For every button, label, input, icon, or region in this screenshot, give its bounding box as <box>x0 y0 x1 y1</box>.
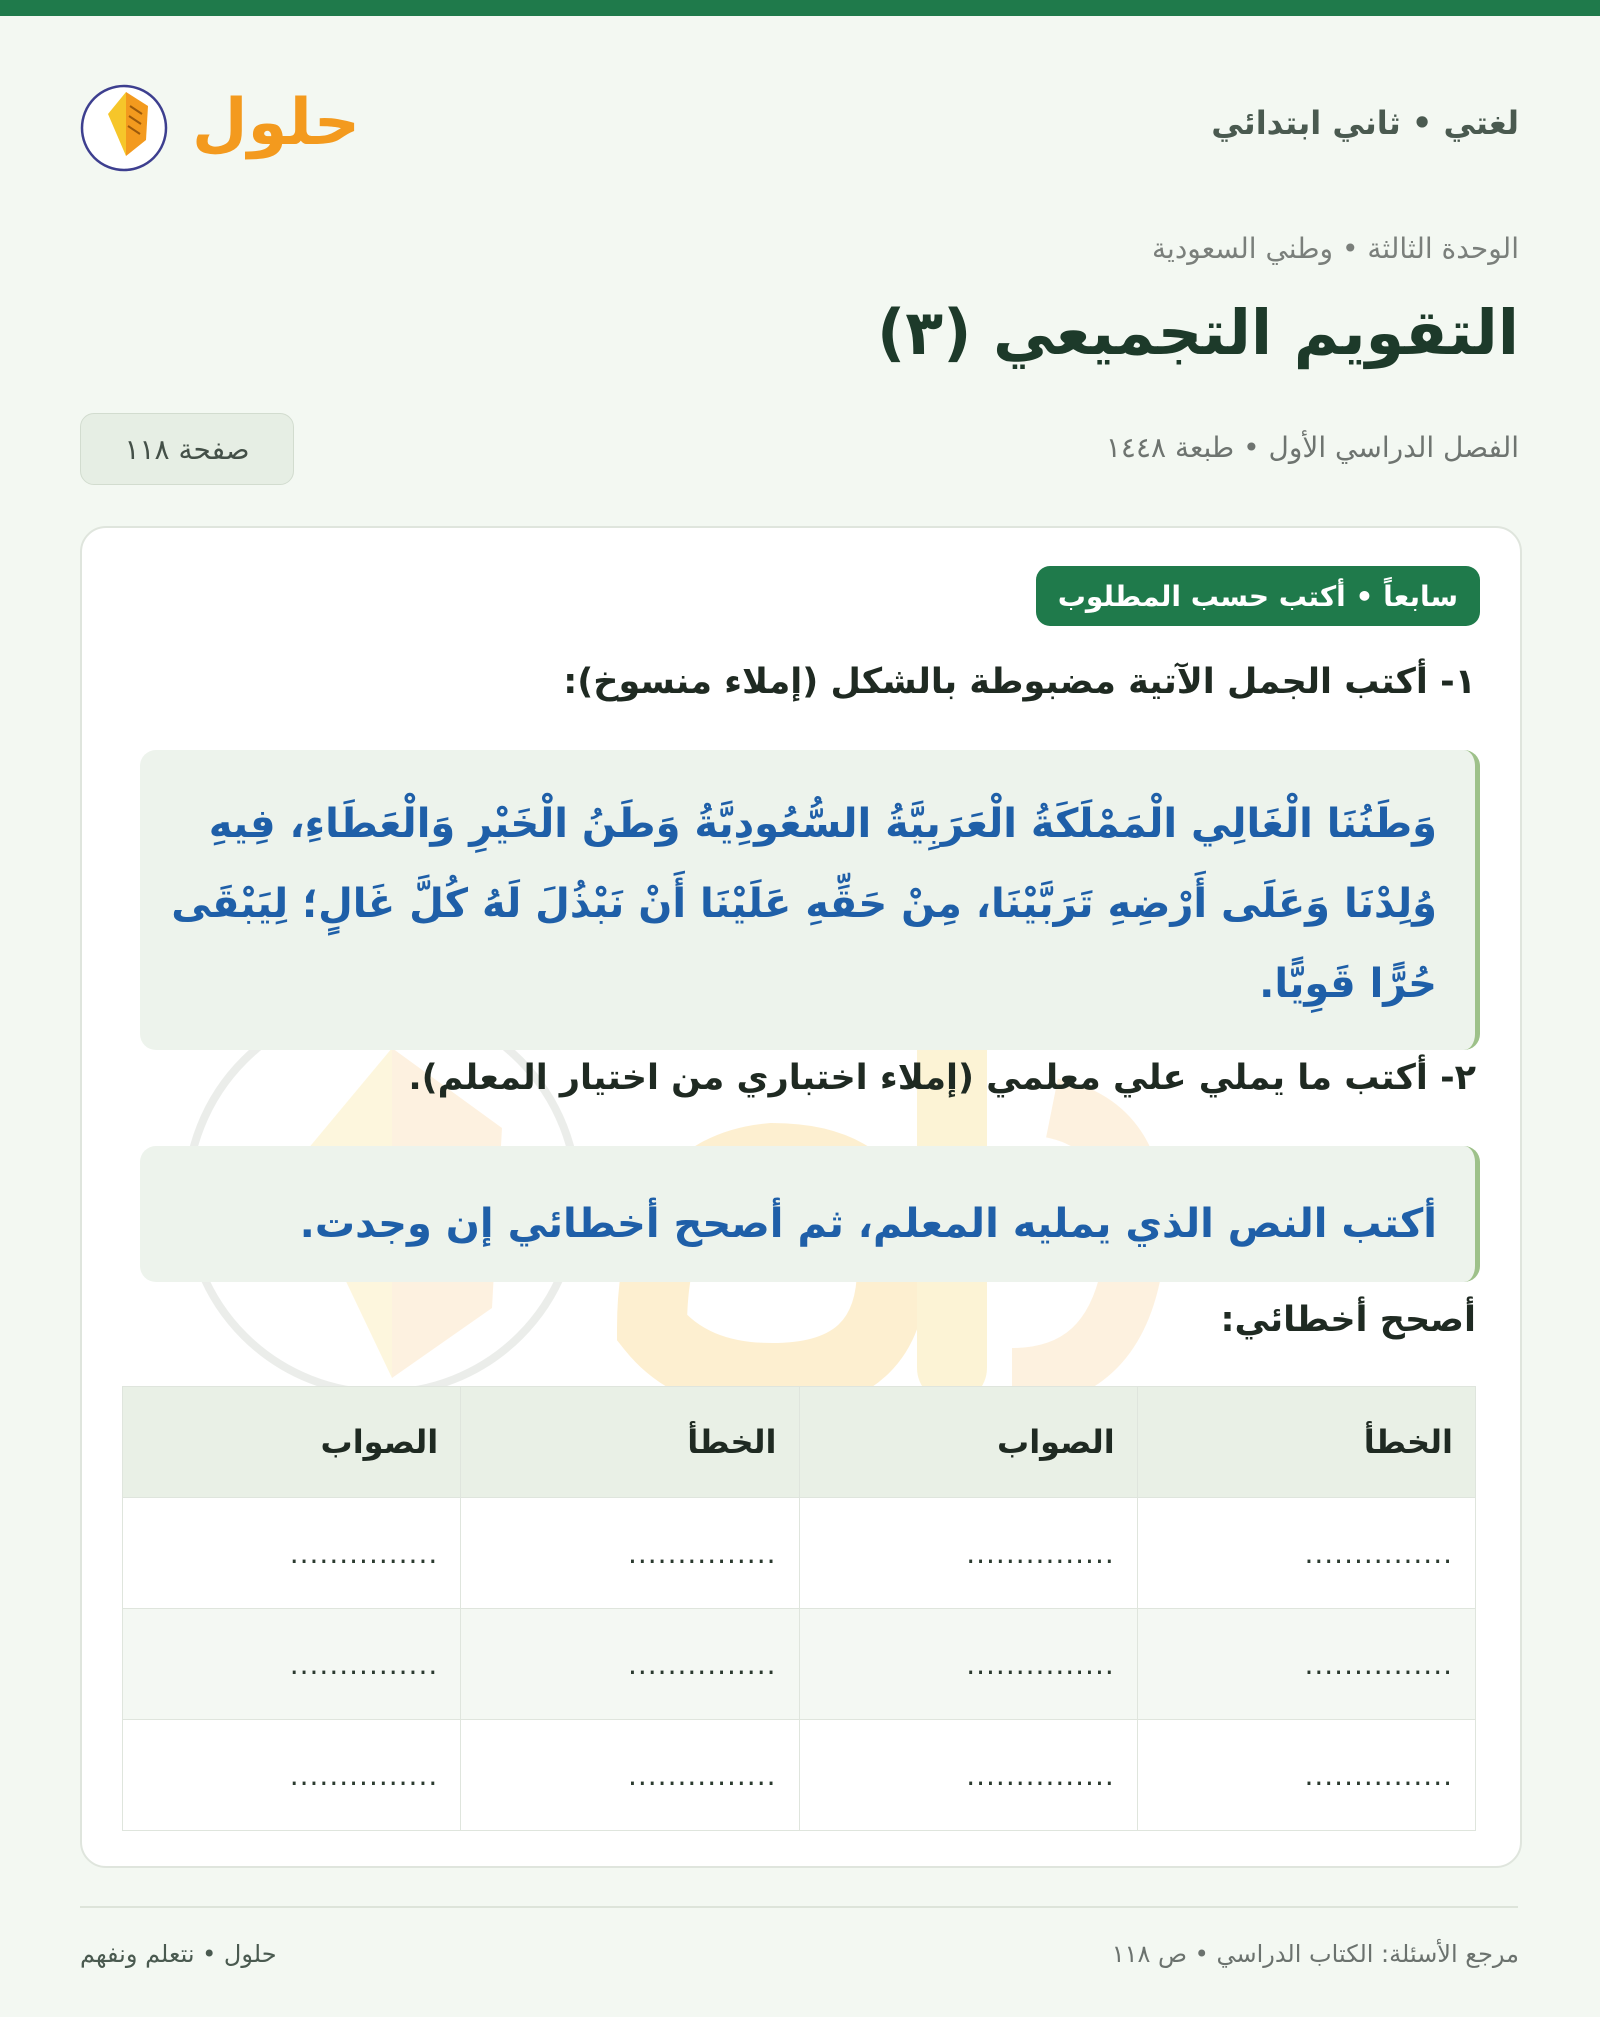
table-row <box>123 1609 1476 1720</box>
exercise-card <box>80 526 1522 1868</box>
corrections-heading: أصحح أخطائي: <box>1220 1300 1476 1340</box>
logo-wordmark: حلول <box>192 86 360 160</box>
answer-blank[interactable]: ............... <box>123 1720 461 1831</box>
answer-blank[interactable]: ............... <box>1137 1498 1475 1609</box>
subject-grade: لغتي • ثاني ابتدائي <box>1211 104 1519 142</box>
answer-blank[interactable]: ............... <box>461 1609 799 1720</box>
column-header-correct: الصواب <box>799 1387 1137 1498</box>
page-title: التقويم التجميعي (٣) <box>876 296 1519 369</box>
answer-blank[interactable]: ............... <box>461 1720 799 1831</box>
column-header-mistake: الخطأ <box>1137 1387 1475 1498</box>
table-row <box>123 1720 1476 1831</box>
section-heading-badge: سابعاً • أكتب حسب المطلوب <box>1036 566 1480 626</box>
dictation-passage-text: وَطَنُنَا الْغَالِي الْمَمْلَكَةُ الْعَرَبِيَّةُ السُّعُودِيَّةُ وَطَنُ الْخَيْرِ وَالْعَطَاءِ، فِيهِ وُلِدْنَا وَعَلَى أَرْضِهِ تَرَبَّيْنَا، مِنْ حَقِّهِ عَلَيْنَا أَنْ نَبْذُلَ لَهُ كُلَّ غَالٍ؛ لِيَبْقَى حُرًّا قَوِيًّا. <box>171 801 1437 1007</box>
corrections-table <box>122 1386 1476 1831</box>
answer-blank[interactable]: ............... <box>461 1498 799 1609</box>
answer-blank[interactable]: ............... <box>799 1498 1137 1609</box>
teacher-dictation-box <box>140 1146 1480 1282</box>
page-number-badge: صفحة ١١٨ <box>80 413 294 485</box>
footer-divider <box>80 1906 1518 1908</box>
top-accent-bar <box>0 0 1600 16</box>
footer-brand: حلول • نتعلم ونفهم <box>80 1940 277 1968</box>
column-header-mistake: الخطأ <box>461 1387 799 1498</box>
unit-label: الوحدة الثالثة • وطني السعودية <box>1152 232 1519 265</box>
answer-blank[interactable]: ............... <box>123 1498 461 1609</box>
column-header-correct: الصواب <box>123 1387 461 1498</box>
hulool-logo <box>80 66 360 176</box>
question-1: ١- أكتب الجمل الآتية مضبوطة بالشكل (إملاء منسوخ): <box>563 662 1476 702</box>
answer-blank[interactable]: ............... <box>123 1609 461 1720</box>
answer-blank[interactable]: ............... <box>799 1720 1137 1831</box>
answer-blank[interactable]: ............... <box>799 1609 1137 1720</box>
teacher-dictation-text: أكتب النص الذي يمليه المعلم، ثم أصحح أخطائي إن وجدت. <box>299 1201 1437 1247</box>
answer-blank[interactable]: ............... <box>1137 1720 1475 1831</box>
semester-label: الفصل الدراسي الأول • طبعة ١٤٤٨ <box>1105 431 1519 464</box>
dictation-passage-box <box>140 750 1480 1050</box>
question-2: ٢- أكتب ما يملي علي معلمي (إملاء اختباري من اختيار المعلم). <box>408 1058 1476 1098</box>
table-header-row <box>123 1387 1476 1498</box>
footer-reference: مرجع الأسئلة: الكتاب الدراسي • ص ١١٨ <box>1111 1940 1519 1968</box>
table-row <box>123 1498 1476 1609</box>
answer-blank[interactable]: ............... <box>1137 1609 1475 1720</box>
